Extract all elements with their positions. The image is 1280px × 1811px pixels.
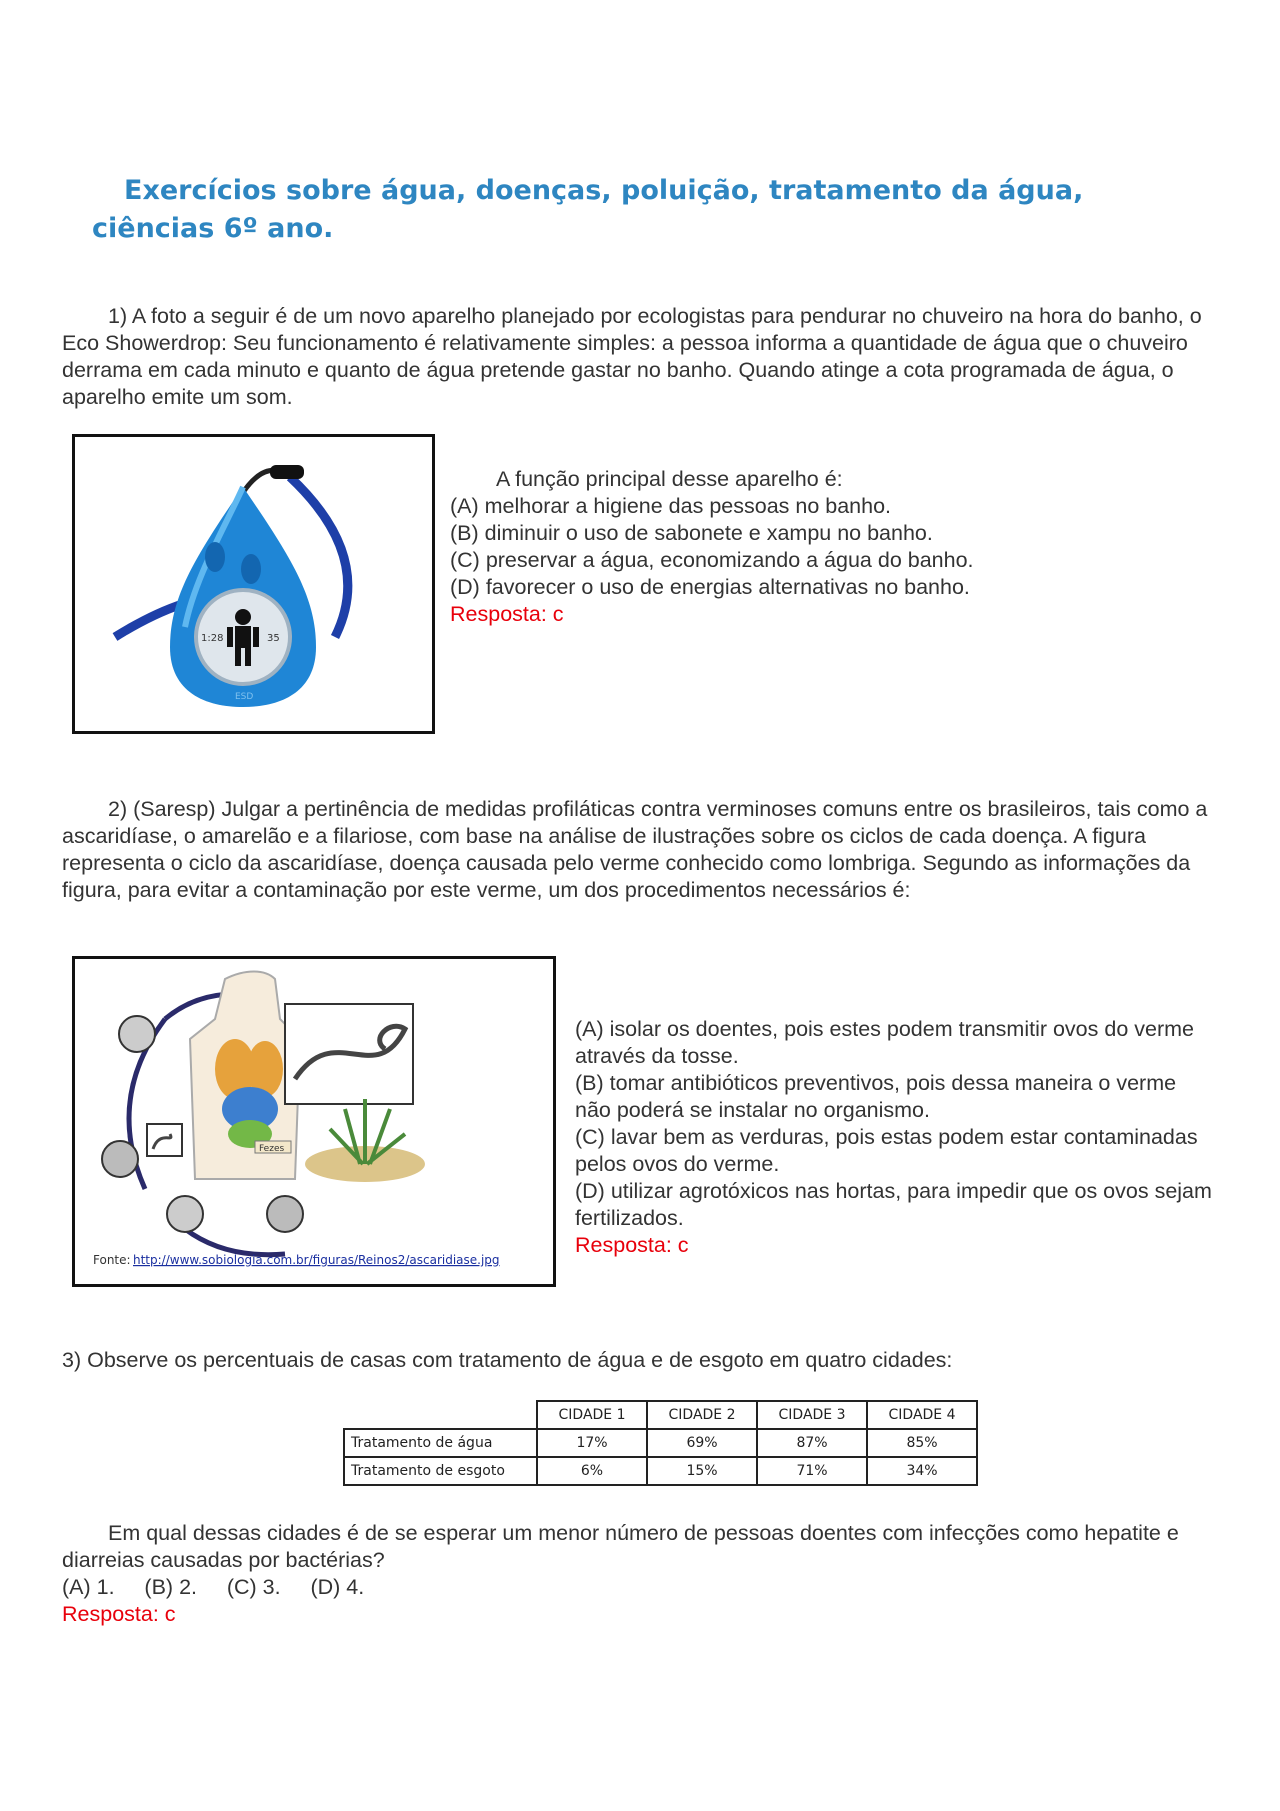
q2-option-a: (A) isolar os doentes, pois estes podem transmitir ovos do verme através da tosse. [575,1017,1194,1068]
q1-answer: Resposta: c [450,602,564,626]
q2-option-d: (D) utilizar agrotóxicos nas hortas, para impedir que os ovos sejam fertilizados. [575,1179,1212,1230]
q1-figure-device [72,434,435,734]
table-header-cell: CIDADE 4 [867,1401,977,1429]
q3-text: 3) Observe os percentuais de casas com tratamento de água e de esgoto em quatro cidades: [62,1348,953,1372]
table-corner [344,1401,537,1429]
table-header-cell: CIDADE 2 [647,1401,757,1429]
table-row-label: Tratamento de água [344,1429,537,1457]
q1-option-b: (B) diminuir o uso de sabonete e xampu no banho. [450,521,933,545]
q3-question [62,1520,1230,1574]
device-readout-right: 35 [267,633,280,644]
q1-option-c: (C) preservar a água, economizando a água do banho. [450,548,974,572]
q2-text [62,796,1230,904]
q1-question: A função principal desse aparelho é: [496,467,843,491]
q2-figure-ascaridiasis [72,956,556,1287]
cities-table [343,1400,978,1486]
figure-source-prefix: Fonte: [93,1253,131,1267]
table-cell: 87% [757,1429,867,1457]
table-cell: 17% [537,1429,647,1457]
q1-text-content: 1) A foto a seguir é de um novo aparelho planejado por ecologistas para pendurar no chuveiro na hora do banho, o Eco Showerdrop: Seu funcionamento é relativamente simples: a pessoa informa a quantidade de água que o chuveiro derrama em cada minuto e quanto de água pretende gastar no banho. Quando atinge a cota programada de água, o aparelho emite um som. [62,304,1202,409]
q3-answer: Resposta: c [62,1602,176,1626]
table-row [344,1457,977,1485]
figure-source-link: http://www.sobiologia.com.br/figuras/Reinos2/ascaridiase.jpg [133,1253,500,1267]
q2-option-c: (C) lavar bem as verduras, pois estas podem estar contaminadas pelos ovos do verme. [575,1125,1198,1176]
q2-option-b: (B) tomar antibióticos preventivos, pois dessa maneira o verme não poderá se instalar no organismo. [575,1071,1177,1122]
device-brand: ESD [235,692,254,702]
device-readout-left: 1:28 [201,633,224,644]
table-cell: 85% [867,1429,977,1457]
q1-option-a: (A) melhorar a higiene das pessoas no banho. [450,494,892,518]
table-cell: 6% [537,1457,647,1485]
eco-showerdrop-image [75,437,432,731]
q3-options: (A) 1. (B) 2. (C) 3. (D) 4. [62,1575,365,1599]
q1-options [450,466,1230,628]
q2-answer: Resposta: c [575,1233,689,1257]
q1-text [62,303,1230,411]
table-cell: 69% [647,1429,757,1457]
table-header-cell: CIDADE 1 [537,1401,647,1429]
q1-option-d: (D) favorecer o uso de energias alternativas no banho. [450,575,970,599]
table-header-row [344,1401,977,1429]
table-cell: 15% [647,1457,757,1485]
table-cell: 34% [867,1457,977,1485]
q3-table-container [343,1400,978,1486]
q2-text-content: 2) (Saresp) Julgar a pertinência de medidas profiláticas contra verminoses comuns entre os brasileiros, tais como a ascaridíase, o amarelão e a filariose, com base na análise de ilustrações sobre os ciclos de cada doença. A figura representa o ciclo da ascaridíase, doença causada pelo verme conhecido como lombriga. Segundo as informações da figura, para evitar a contaminação por este verme, um dos procedimentos necessários é: [62,797,1208,902]
page-title: Exercícios sobre água, doenças, poluição, tratamento da água, ciências 6º ano. [92,175,1084,244]
q3-question-content: Em qual dessas cidades é de se esperar um menor número de pessoas doentes com infecções como hepatite e diarreias causadas por bactérias? [62,1521,1179,1572]
table-row-label: Tratamento de esgoto [344,1457,537,1485]
figure-label-fezes: Fezes [259,1144,285,1154]
table-header-cell: CIDADE 3 [757,1401,867,1429]
table-row [344,1429,977,1457]
q2-options [575,1016,1215,1259]
table-cell: 71% [757,1457,867,1485]
ascaridiasis-cycle-image [75,959,553,1284]
